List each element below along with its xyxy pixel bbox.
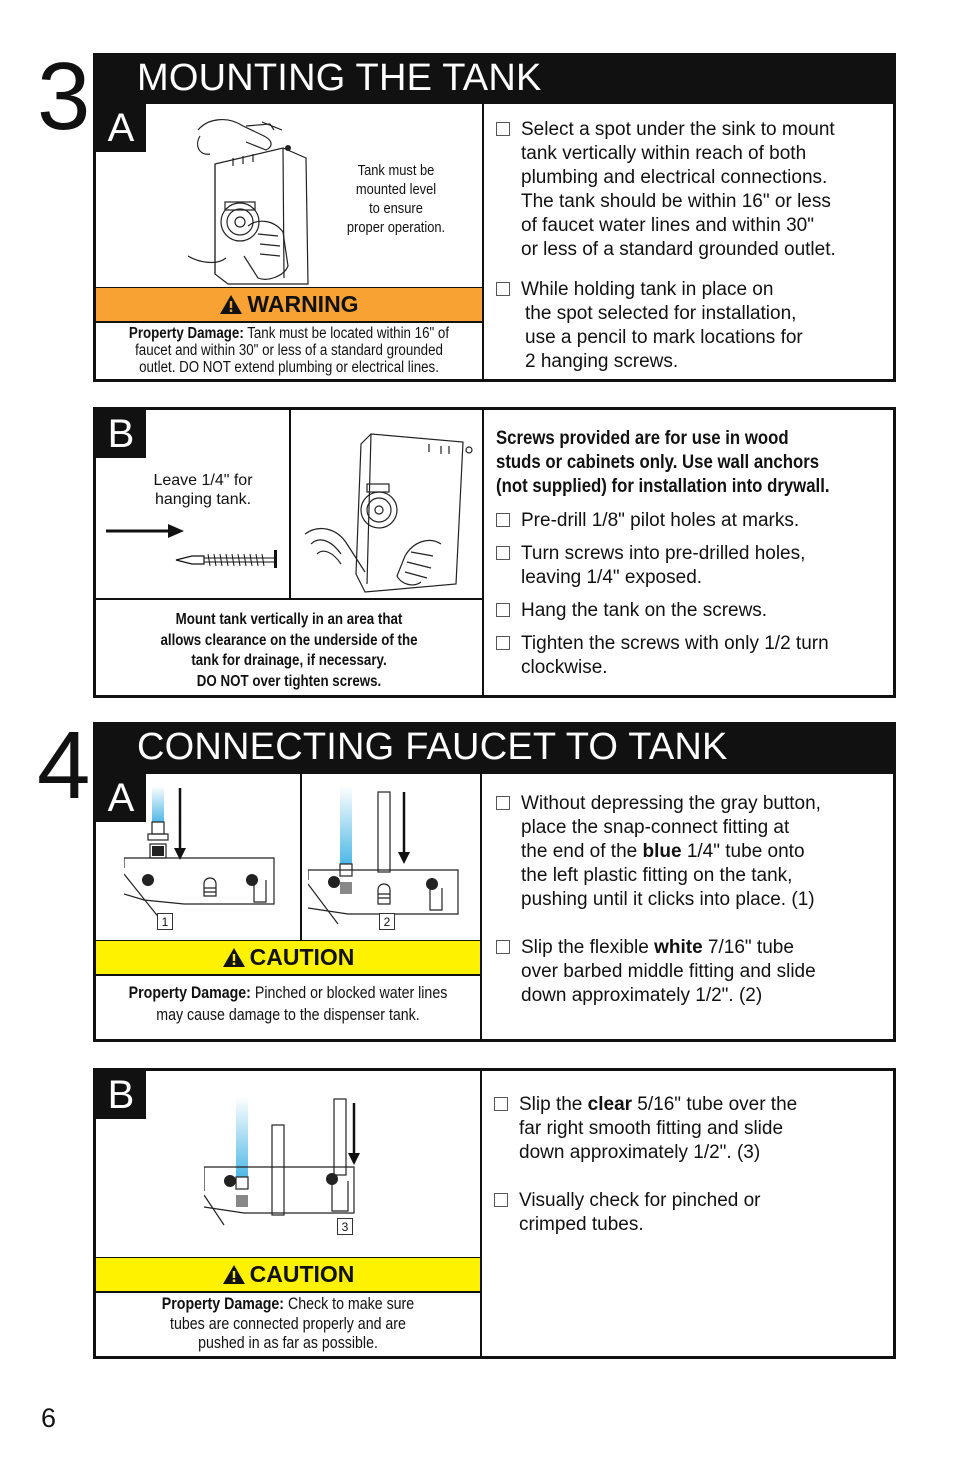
caution-banner bbox=[96, 941, 480, 974]
checkbox-icon[interactable] bbox=[496, 513, 510, 527]
screw-note: Screws provided are for use in wood studs or cabinets only. Use wall anchors (not supplied) for installation into drywall. bbox=[496, 427, 830, 497]
checklist-item: Slip the flexible white 7/16" tube over barbed middle fitting and slide down approximately 1/2". (2) bbox=[496, 936, 892, 1008]
caution-label: CAUTION bbox=[249, 1261, 355, 1287]
caution-label: CAUTION bbox=[249, 944, 355, 970]
panel-4b bbox=[93, 1068, 896, 1359]
checklist-item: Visually check for pinched or crimped tubes. bbox=[494, 1189, 890, 1237]
steps-3b bbox=[496, 509, 892, 680]
step-number-3: 3 bbox=[37, 43, 91, 150]
checkbox-icon[interactable] bbox=[496, 940, 510, 954]
sub-step-letter-b: B bbox=[96, 1071, 146, 1119]
figure-label-1: 1 bbox=[157, 913, 173, 930]
warning-label: WARNING bbox=[247, 291, 359, 317]
checkbox-icon[interactable] bbox=[494, 1193, 508, 1207]
warning-triangle-icon bbox=[222, 947, 246, 968]
checklist-item: Turn screws into pre-drilled holes, leaving 1/4" exposed. bbox=[496, 542, 892, 590]
section-title-mounting: MOUNTING THE TANK bbox=[93, 53, 896, 103]
tank-mounting-illustration bbox=[188, 106, 323, 288]
figure-caption-level: Tank must be mounted level to ensure proper operation. bbox=[346, 162, 446, 236]
caution-banner bbox=[96, 1258, 480, 1291]
checklist-item: Select a spot under the sink to mount tank vertically within reach of both plumbing and electrical connections. The tank should be within 16" or less of faucet water lines and within 30" or less of a standard grounded outlet. bbox=[496, 118, 892, 262]
fitting-illustration-2 bbox=[308, 784, 476, 934]
steps-3a bbox=[496, 118, 892, 374]
checkbox-icon[interactable] bbox=[496, 546, 510, 560]
fitting-illustration-1 bbox=[124, 784, 296, 934]
panel-3a bbox=[93, 101, 896, 382]
caution-text: Property Damage: Pinched or blocked water lines may cause damage to the dispenser tank. bbox=[128, 984, 448, 1024]
section-title-connecting: CONNECTING FAUCET TO TANK bbox=[93, 722, 896, 772]
checklist-item: Tighten the screws with only 1/2 turn clockwise. bbox=[496, 632, 892, 680]
warning-text: Property Damage: Tank must be located within 16" of faucet and within 30" or less of a standard grounded outlet. DO NOT extend plumbing or electrical lines. bbox=[128, 325, 450, 376]
checklist-item: While holding tank in place on the spot selected for installation, use a pencil to mark locations for 2 hanging screws. bbox=[496, 278, 892, 374]
screw-caption: Leave 1/4" for hanging tank. bbox=[153, 472, 253, 508]
tank-hanging-illustration bbox=[301, 424, 476, 594]
checkbox-icon[interactable] bbox=[496, 636, 510, 650]
checklist-item: Pre-drill 1/8" pilot holes at marks. bbox=[496, 509, 892, 533]
screw-illustration bbox=[104, 518, 279, 570]
checklist-item: Slip the clear 5/16" tube over the far right smooth fitting and slide down approximately 1/2". (3) bbox=[494, 1093, 890, 1165]
sub-step-letter-b: B bbox=[96, 410, 146, 458]
caution-text: Property Damage: Check to make sure tubes are connected properly and are pushed in as far as possible. bbox=[161, 1295, 415, 1352]
page-number: 6 bbox=[41, 1403, 57, 1433]
mounting-bottom-caption: Mount tank vertically in an area that allows clearance on the underside of the tank for drainage, if necessary. DO NOT over tighten screws. bbox=[160, 611, 418, 690]
figure-label-3: 3 bbox=[337, 1218, 353, 1235]
checkbox-icon[interactable] bbox=[496, 282, 510, 296]
warning-triangle-icon bbox=[219, 294, 243, 315]
figure-label-2: 2 bbox=[379, 913, 395, 930]
checklist-item: Hang the tank on the screws. bbox=[496, 599, 892, 623]
checkbox-icon[interactable] bbox=[496, 796, 510, 810]
steps-4b bbox=[494, 1093, 890, 1237]
checkbox-icon[interactable] bbox=[496, 603, 510, 617]
sub-step-letter-a: A bbox=[96, 774, 146, 822]
checklist-item: Without depressing the gray button, place the snap-connect fitting at the end of the blue 1/4" tube onto the left plastic fitting on the tank, pushing until it clicks into place. (1) bbox=[496, 792, 892, 912]
panel-3b bbox=[93, 407, 896, 698]
steps-4a bbox=[496, 792, 892, 1008]
checkbox-icon[interactable] bbox=[494, 1097, 508, 1111]
warning-banner bbox=[96, 288, 482, 321]
step-number-4: 4 bbox=[37, 712, 91, 819]
warning-triangle-icon bbox=[222, 1264, 246, 1285]
panel-4a bbox=[93, 771, 896, 1042]
checkbox-icon[interactable] bbox=[496, 122, 510, 136]
sub-step-letter-a: A bbox=[96, 104, 146, 152]
